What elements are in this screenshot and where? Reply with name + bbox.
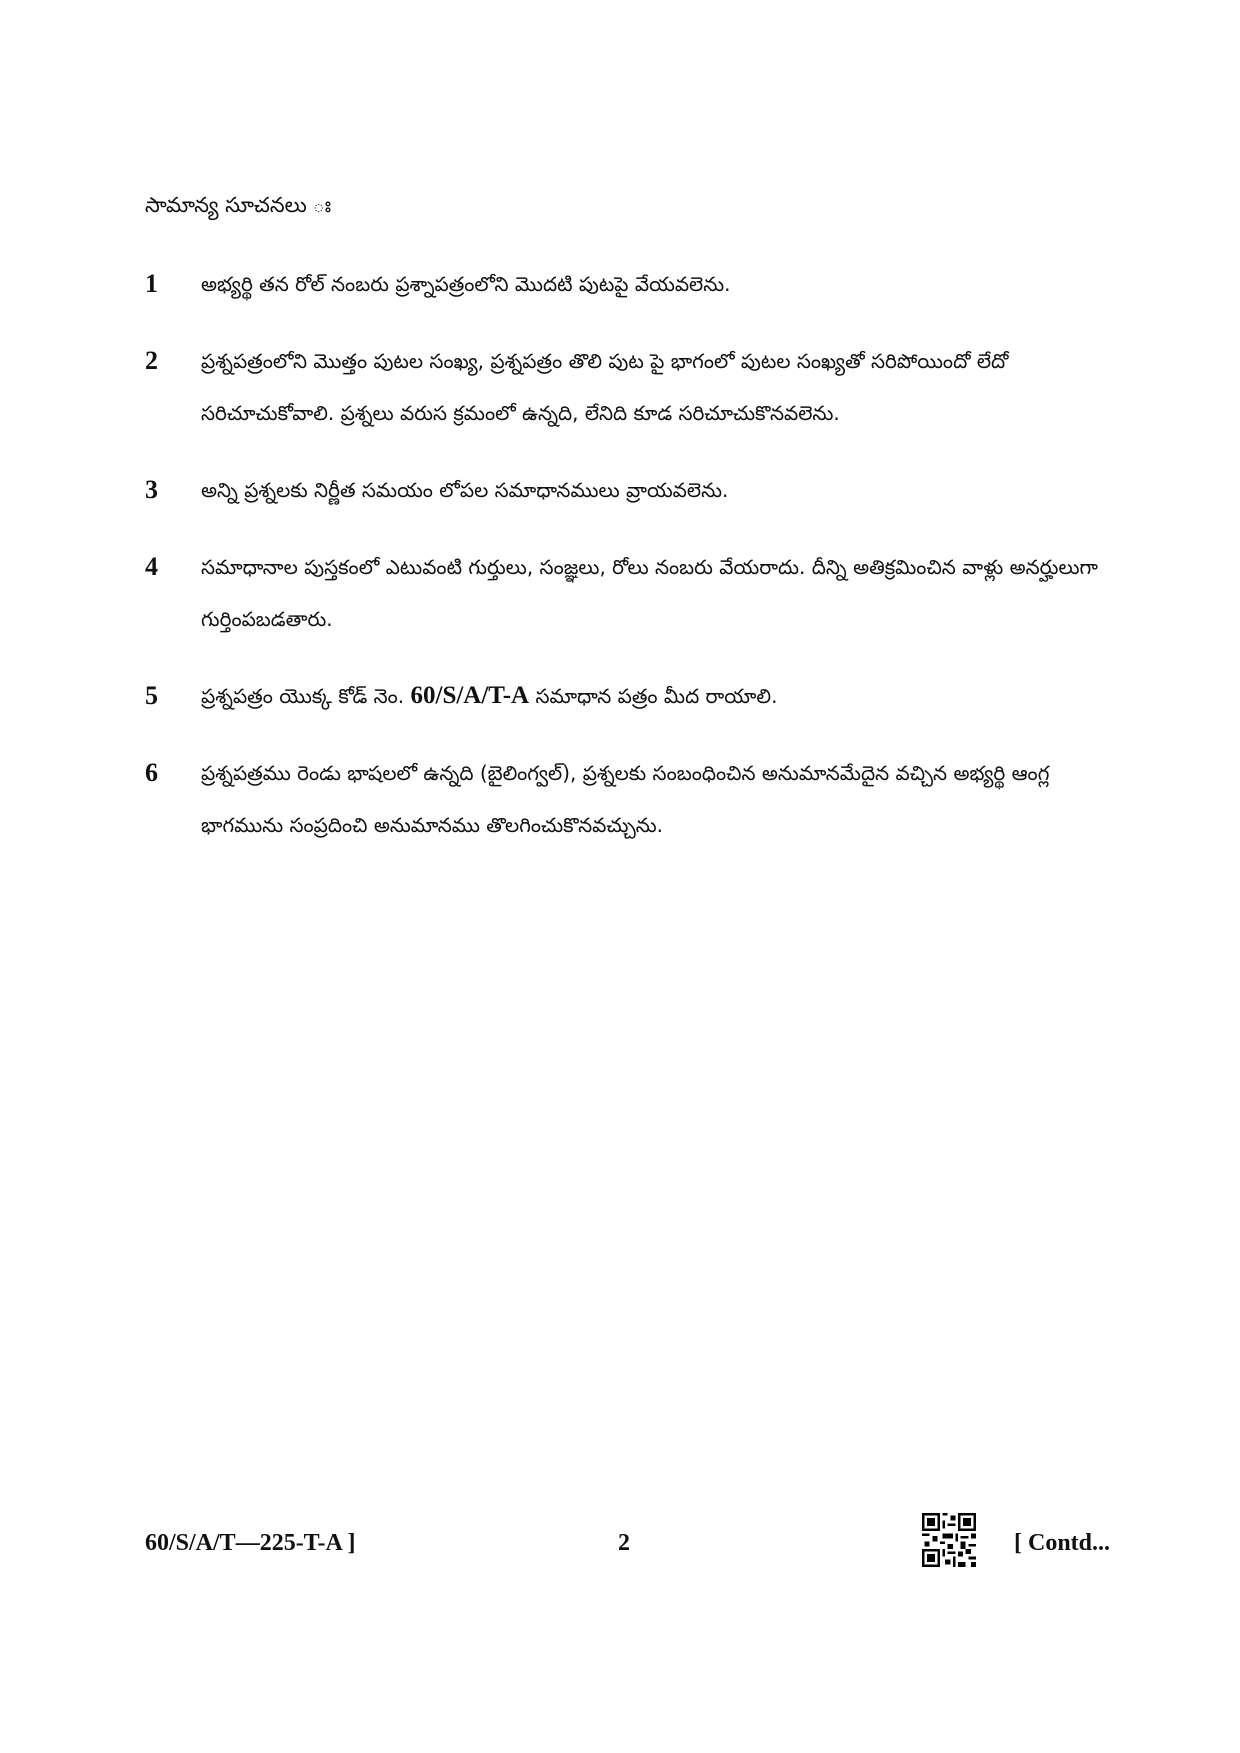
instruction-number: 4	[145, 552, 158, 581]
instruction-text: ప్రశ్నపత్రము రెండు భాషలలో ఉన్నది (బైలింగ్వల్), ప్రశ్నలకు సంబంధించిన అనుమానమేదైన వచ్చిన అభ్యర్థి ఆంగ్ల భాగమును సంప్రదించి అనుమానము తొలగించుకొనవచ్చును.	[201, 761, 1050, 837]
instruction-number: 2	[145, 346, 158, 375]
instruction-text: అన్ని ప్రశ్నలకు నిర్ణీత సమయం లోపల సమాధానములు వ్రాయవలెను.	[201, 478, 729, 502]
instruction-text-after: సమాధాన పత్రం మీద రాయాలి.	[535, 684, 778, 708]
instruction-text-before: ప్రశ్నపత్రం యొక్క కోడ్ నెం.	[201, 684, 405, 708]
instruction-text: ప్రశ్నపత్రంలోని మొత్తం పుటల సంఖ్య, ప్రశ్నపత్రం తొలి పుట పై భాగంలో పుటల సంఖ్యతో సరిపోయిందో లేదో సరిచూచుకోవాలి. ప్రశ్నలు వరుస క్రమంలో ఉన్నది, లేనిది కూడ సరిచూచుకొనవలెను.	[201, 349, 1009, 425]
footer-paper-code: 60/S/A/T—225-T-A ]	[145, 1530, 356, 1556]
instruction-text: సమాధానాల పుస్తకంలో ఎటువంటి గుర్తులు, సంజ్ఞలు, రోలు నంబరు వేయరాదు. దీన్ని అతిక్రమించిన వాళ్లు అనర్హులుగా గుర్తింపబడతారు.	[201, 555, 1098, 631]
instruction-item-5	[145, 670, 1125, 722]
instructions-list	[145, 258, 1125, 876]
instruction-text: అభ్యర్థి తన రోల్ నంబరు ప్రశ్నాపత్రంలోని మొదటి పుటపై వేయవలెను.	[201, 272, 731, 296]
instruction-item-2	[145, 335, 1125, 439]
continued-label: [ Contd...	[1014, 1530, 1111, 1556]
page-number: 2	[618, 1530, 630, 1556]
instruction-text	[201, 670, 1125, 722]
instruction-number: 5	[145, 681, 158, 710]
instruction-item-6	[145, 747, 1125, 851]
instruction-item-1	[145, 258, 1125, 310]
qr-code-icon	[922, 1513, 976, 1567]
instruction-number: 3	[145, 475, 158, 504]
instruction-item-4	[145, 541, 1125, 645]
instruction-number: 6	[145, 758, 158, 787]
question-paper-code: 60/S/A/T-A	[410, 682, 530, 709]
instruction-item-3	[145, 464, 1125, 516]
page-heading: సామాన్య సూచనలు ః	[145, 193, 332, 217]
instruction-number: 1	[145, 269, 158, 298]
